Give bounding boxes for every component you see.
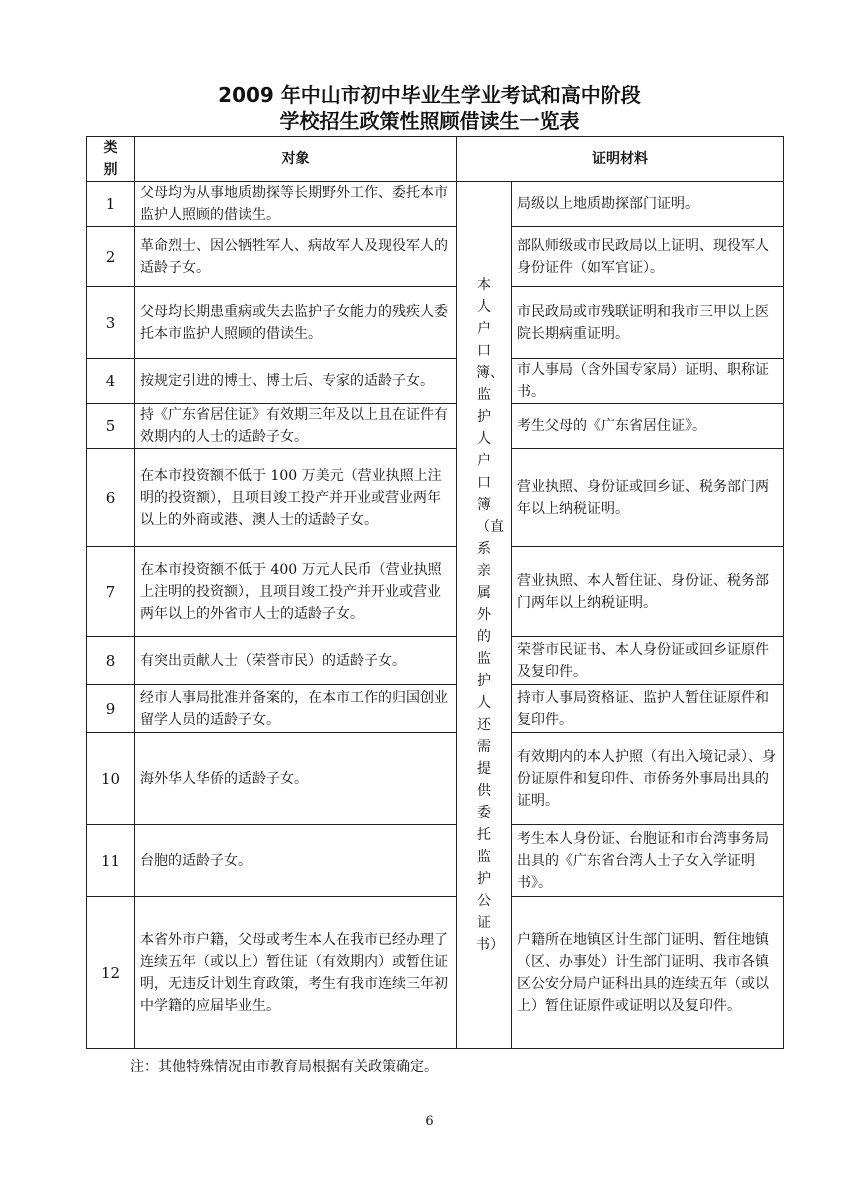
table-row — [87, 404, 784, 449]
table-header-row — [87, 137, 784, 182]
document-title-line2: 学校招生政策性照顾借读生一览表 — [279, 109, 580, 133]
row-category-number: 7 — [87, 547, 135, 637]
row-target: 本省外市户籍，父母或考生本人在我市已经办理了连续五年（或以上）暂住证（有效期内）或暂住证明，无违反计划生育政策，考生有我市连续三年初中学籍的应届毕业生。 — [135, 897, 457, 1049]
header-category: 类别 — [87, 137, 135, 182]
row-proof: 局级以上地质勘探部门证明。 — [512, 182, 784, 227]
row-proof: 市民政局或市残联证明和我市三甲以上医院长期病重证明。 — [512, 287, 784, 359]
row-category-number: 5 — [87, 404, 135, 449]
row-proof: 有效期内的本人护照（有出入境记录）、身份证原件和复印件、市侨务外事局出具的证明。 — [512, 733, 784, 825]
row-category-number: 2 — [87, 227, 135, 287]
row-target: 有突出贡献人士（荣誉市民）的适龄子女。 — [135, 637, 457, 685]
table-row — [87, 733, 784, 825]
row-category-number: 4 — [87, 359, 135, 404]
table-row — [87, 825, 784, 897]
table-row — [87, 637, 784, 685]
row-category-number: 10 — [87, 733, 135, 825]
row-target: 海外华人华侨的适龄子女。 — [135, 733, 457, 825]
table-row — [87, 449, 784, 547]
table-row — [87, 897, 784, 1049]
header-target: 对象 — [135, 137, 457, 182]
row-target: 在本市投资额不低于 400 万元人民币（营业执照上注明的投资额），且项目竣工投产并开业或营业两年以上的外省市人士的适龄子女。 — [135, 547, 457, 637]
footnote: 注：其他特殊情况由市教育局根据有关政策确定。 — [130, 1059, 438, 1075]
row-proof: 户籍所在地镇区计生部门证明、暂住地镇（区、办事处）计生部门证明、我市各镇区公安分局户证科出具的连续五年（或以上）暂住证原件或证明以及复印件。 — [512, 897, 784, 1049]
row-proof: 荣誉市民证书、本人身份证或回乡证原件及复印件。 — [512, 637, 784, 685]
row-target: 经市人事局批准并备案的，在本市工作的归国创业留学人员的适龄子女。 — [135, 685, 457, 733]
table-row — [87, 227, 784, 287]
row-proof: 营业执照、本人暂住证、身份证、税务部门两年以上纳税证明。 — [512, 547, 784, 637]
row-target: 革命烈士、因公牺牲军人、病故军人及现役军人的适龄子女。 — [135, 227, 457, 287]
row-proof: 考生父母的《广东省居住证》。 — [512, 404, 784, 449]
common-documents-note: 本人户口簿、监护人户口簿（直系亲属外的监护人还需提供委托监护公证书） — [457, 182, 512, 1049]
row-proof: 市人事局（含外国专家局）证明、职称证书。 — [512, 359, 784, 404]
row-category-number: 11 — [87, 825, 135, 897]
table-row — [87, 182, 784, 227]
document-title-line1: 2009 年中山市初中毕业生学业考试和高中阶段 — [218, 83, 641, 107]
row-proof: 持市人事局资格证、监护人暂住证原件和复印件。 — [512, 685, 784, 733]
page-number: 6 — [425, 1114, 434, 1129]
row-target: 台胞的适龄子女。 — [135, 825, 457, 897]
table-row — [87, 359, 784, 404]
row-target: 按规定引进的博士、博士后、专家的适龄子女。 — [135, 359, 457, 404]
row-category-number: 3 — [87, 287, 135, 359]
table-row — [87, 685, 784, 733]
row-target: 父母均为从事地质勘探等长期野外工作、委托本市监护人照顾的借读生。 — [135, 182, 457, 227]
row-category-number: 9 — [87, 685, 135, 733]
policy-table — [86, 136, 784, 1049]
row-target: 父母均长期患重病或失去监护子女能力的残疾人委托本市监护人照顾的借读生。 — [135, 287, 457, 359]
row-category-number: 1 — [87, 182, 135, 227]
row-category-number: 6 — [87, 449, 135, 547]
row-proof: 部队师级或市民政局以上证明、现役军人身份证件（如军官证）。 — [512, 227, 784, 287]
row-target: 持《广东省居住证》有效期三年及以上且在证件有效期内的人士的适龄子女。 — [135, 404, 457, 449]
row-proof: 营业执照、身份证或回乡证、税务部门两年以上纳税证明。 — [512, 449, 784, 547]
header-proof: 证明材料 — [457, 137, 784, 182]
table-row — [87, 547, 784, 637]
row-proof: 考生本人身份证、台胞证和市台湾事务局出具的《广东省台湾人士子女入学证明书》。 — [512, 825, 784, 897]
row-target: 在本市投资额不低于 100 万美元（营业执照上注明的投资额），且项目竣工投产并开业或营业两年以上的外商或港、澳人士的适龄子女。 — [135, 449, 457, 547]
row-category-number: 12 — [87, 897, 135, 1049]
row-category-number: 8 — [87, 637, 135, 685]
table-row — [87, 287, 784, 359]
